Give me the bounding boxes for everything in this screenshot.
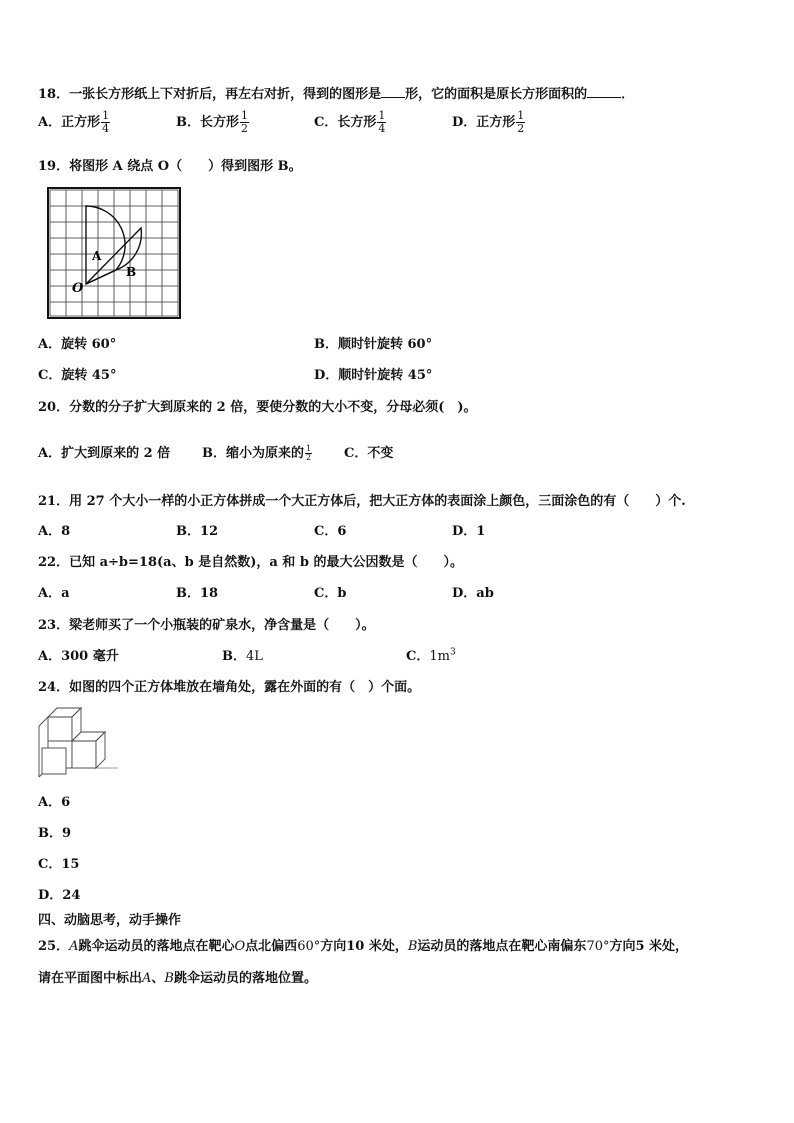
q20-stem: 20．分数的分子扩大到原来的 2 倍，要使分数的大小不变，分母必须( )。 (38, 400, 477, 415)
q25-line-1: 25．A跳伞运动员的落地点在靶心O点北偏西60°方向10 米处，B运动员的落地点在靶心南偏东70°方向5 米处， (38, 939, 689, 954)
q19-option-c: C．旋转 45° (38, 368, 117, 383)
q21-option-a: A．8 (38, 524, 71, 539)
q23-stem: 23．梁老师买了一个小瓶装的矿泉水，净含量是（ ）。 (38, 618, 375, 633)
q23-option-c: C．$1m^3$ (406, 647, 456, 664)
q22-option-d: D．ab (452, 586, 494, 601)
q19-rotation-figure (46, 186, 184, 320)
q22-option-a: A．a (38, 586, 70, 601)
q24-option-a: A．6 (38, 795, 71, 810)
q24-option-c: C．15 (38, 857, 80, 872)
q24-stacked-cubes-figure (36, 700, 122, 780)
q19-option-a: A．旋转 60° (38, 337, 117, 352)
q25-line-2: 请在平面图中标出A、B跳伞运动员的落地位置。 (38, 971, 317, 986)
q21-option-b: B．12 (176, 524, 219, 539)
q19-option-b: B．顺时针旋转 60° (314, 337, 433, 352)
q22-option-c: C．b (314, 586, 347, 601)
cube-front-front (42, 748, 66, 774)
q21-stem: 21．用 27 个大小一样的小正方体拼成一个大正方体后，把大正方体的表面涂上颜色，三面涂色的有（ ）个. (38, 494, 686, 509)
q23-option-a: A．300 毫升 (38, 649, 119, 664)
q20-option-a: A．扩大到原来的 2 倍 (38, 446, 171, 461)
q22-stem: 22．已知 a÷b=18(a、b 是自然数)，a 和 b 的最大公因数是（ ）。 (38, 555, 463, 570)
label-b: B (126, 265, 137, 279)
grid-lines (50, 190, 178, 316)
q22-option-b: B．18 (176, 586, 219, 601)
q21-option-d: D．1 (452, 524, 486, 539)
q18-option-b: B．长方形 $\frac{1}{2}$ (176, 109, 249, 135)
cube-right-front (72, 741, 96, 768)
fraction: $\frac{1}{4}$ (378, 109, 386, 135)
label-a: A (92, 249, 102, 263)
wall-edge-top (39, 717, 48, 726)
q18-blank-2 (587, 97, 621, 98)
section-4-title: 四、动脑思考，动手操作 (38, 913, 182, 928)
label-o: O (72, 281, 84, 296)
q24-option-b: B．9 (38, 826, 72, 841)
q18-stem-part3: ． (621, 87, 635, 102)
q23-option-b: B．4L (222, 649, 263, 664)
q18-stem (38, 83, 634, 102)
q21-option-c: C．6 (314, 524, 347, 539)
q20-option-c: C．不变 (344, 446, 394, 461)
q18-stem-part2: 形，它的面积是原长方形面积的 (405, 87, 588, 102)
q24-option-d: D．24 (38, 888, 81, 903)
q19-option-d: D．顺时针旋转 45° (314, 368, 433, 383)
q18-option-c: C．长方形 $\frac{1}{4}$ (314, 109, 386, 135)
q20-option-b: B．缩小为原来的 $\frac{1}{2}$ (202, 444, 312, 462)
q24-stem: 24．如图的四个正方体堆放在墙角处，露在外面的有（ ）个面。 (38, 680, 421, 695)
q18-option-a: A．正方形 $\frac{1}{4}$ (38, 109, 110, 135)
q18-stem-part1: 18．一张长方形纸上下对折后，再左右对折，得到的图形是 (38, 87, 382, 102)
q18-blank-1 (381, 97, 405, 98)
fraction: $\frac{1}{2}$ (241, 109, 249, 135)
q18-option-d: D．正方形 $\frac{1}{2}$ (452, 109, 525, 135)
shape-a (86, 206, 125, 284)
cube-top-front (48, 717, 72, 741)
fraction: $\frac{1}{2}$ (517, 109, 525, 135)
fraction: $\frac{1}{4}$ (102, 109, 110, 135)
fraction: $\frac{1}{2}$ (306, 444, 312, 462)
q19-stem: 19．将图形 A 绕点 O（ ）得到图形 B。 (38, 159, 302, 174)
